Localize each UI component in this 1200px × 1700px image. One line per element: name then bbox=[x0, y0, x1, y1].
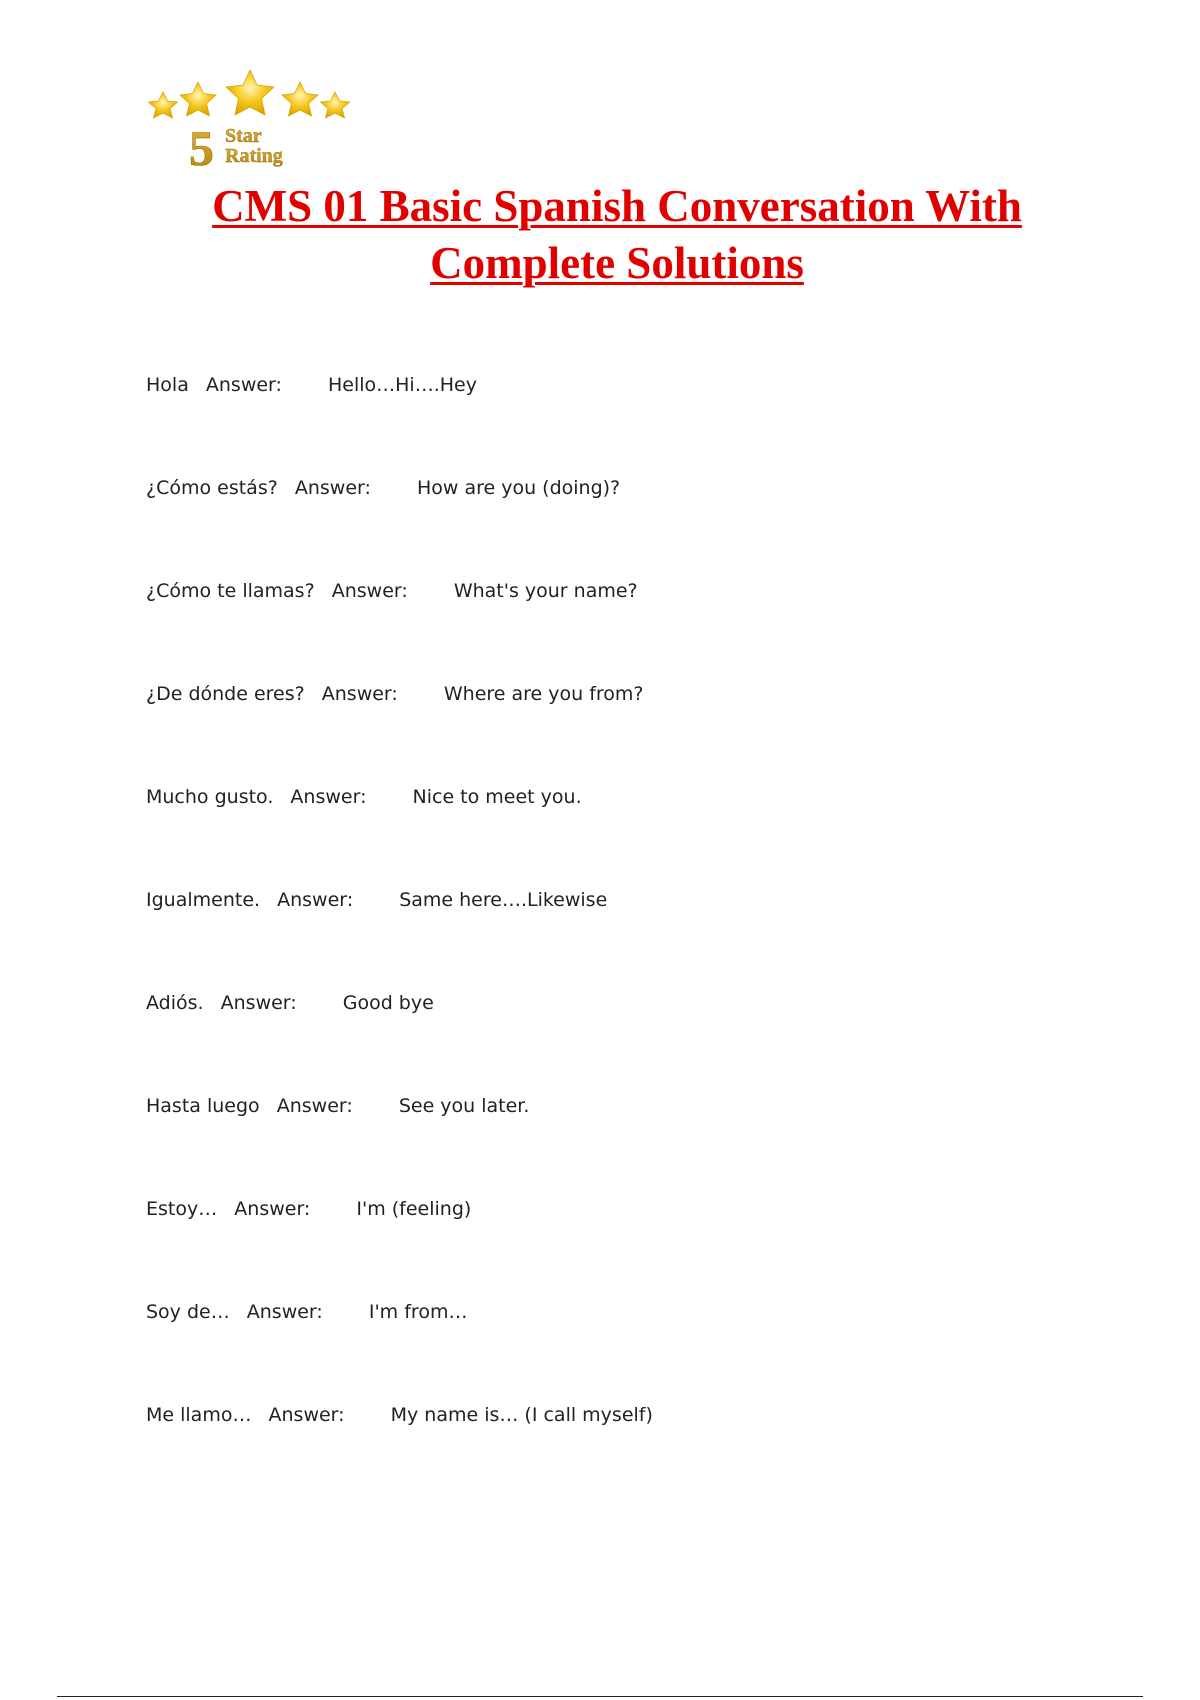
answer-label: Answer: bbox=[205, 374, 282, 396]
spanish-term: Hola bbox=[146, 374, 189, 396]
star-icon bbox=[321, 92, 350, 118]
qa-item bbox=[146, 887, 1046, 990]
qa-item bbox=[146, 1196, 1046, 1299]
star-icon bbox=[282, 82, 318, 116]
answer-label: Answer: bbox=[290, 786, 367, 808]
spanish-term: Me llamo… bbox=[146, 1404, 252, 1426]
qa-item bbox=[146, 1093, 1046, 1196]
answer-label: Answer: bbox=[277, 889, 354, 911]
spanish-term: ¿De dónde eres? bbox=[146, 683, 305, 705]
qa-item bbox=[146, 784, 1046, 887]
answer-text: Hello…Hi….Hey bbox=[327, 374, 477, 396]
answer-text: My name is… (I call myself) bbox=[390, 1404, 653, 1426]
five-star-rating-logo bbox=[143, 70, 358, 170]
answer-text: How are you (doing)? bbox=[416, 477, 621, 499]
answer-text: Where are you from? bbox=[443, 683, 644, 705]
footer-divider bbox=[57, 1696, 1143, 1697]
qa-item bbox=[146, 475, 1046, 578]
answer-text: I'm from… bbox=[368, 1301, 468, 1323]
answer-label: Answer: bbox=[220, 992, 297, 1014]
logo-number: 5 bbox=[189, 120, 214, 170]
spanish-term: Adiós. bbox=[146, 992, 204, 1014]
answer-text: Nice to meet you. bbox=[412, 786, 582, 808]
spanish-term: Hasta luego bbox=[146, 1095, 260, 1117]
qa-item bbox=[146, 578, 1046, 681]
spanish-term: Igualmente. bbox=[146, 889, 261, 911]
logo-text-rating: Rating bbox=[225, 145, 283, 167]
qa-list bbox=[146, 372, 1046, 1505]
answer-label: Answer: bbox=[234, 1198, 311, 1220]
star-icon bbox=[149, 92, 178, 118]
answer-text: Same here….Likewise bbox=[399, 889, 608, 911]
answer-text: Good bye bbox=[342, 992, 434, 1014]
star-icon bbox=[226, 70, 274, 115]
qa-item bbox=[146, 372, 1046, 475]
star-icon bbox=[180, 82, 216, 116]
answer-label: Answer: bbox=[294, 477, 371, 499]
qa-item bbox=[146, 990, 1046, 1093]
star-rating-icon bbox=[143, 70, 358, 170]
spanish-term: ¿Cómo estás? bbox=[146, 477, 278, 499]
qa-item bbox=[146, 681, 1046, 784]
spanish-term: Mucho gusto. bbox=[146, 786, 274, 808]
answer-label: Answer: bbox=[321, 683, 398, 705]
spanish-term: Soy de… bbox=[146, 1301, 230, 1323]
answer-label: Answer: bbox=[246, 1301, 323, 1323]
logo-text-star: Star bbox=[225, 125, 262, 147]
answer-text: I'm (feeling) bbox=[356, 1198, 472, 1220]
spanish-term: Estoy… bbox=[146, 1198, 218, 1220]
spanish-term: ¿Cómo te llamas? bbox=[146, 580, 315, 602]
answer-text: What's your name? bbox=[453, 580, 638, 602]
answer-text: See you later. bbox=[398, 1095, 530, 1117]
answer-label: Answer: bbox=[276, 1095, 353, 1117]
document-title: CMS 01 Basic Spanish Conversation With Complete Solutions bbox=[212, 181, 1022, 288]
answer-label: Answer: bbox=[268, 1404, 345, 1426]
qa-item bbox=[146, 1299, 1046, 1402]
qa-item bbox=[146, 1402, 1046, 1505]
answer-label: Answer: bbox=[331, 580, 408, 602]
